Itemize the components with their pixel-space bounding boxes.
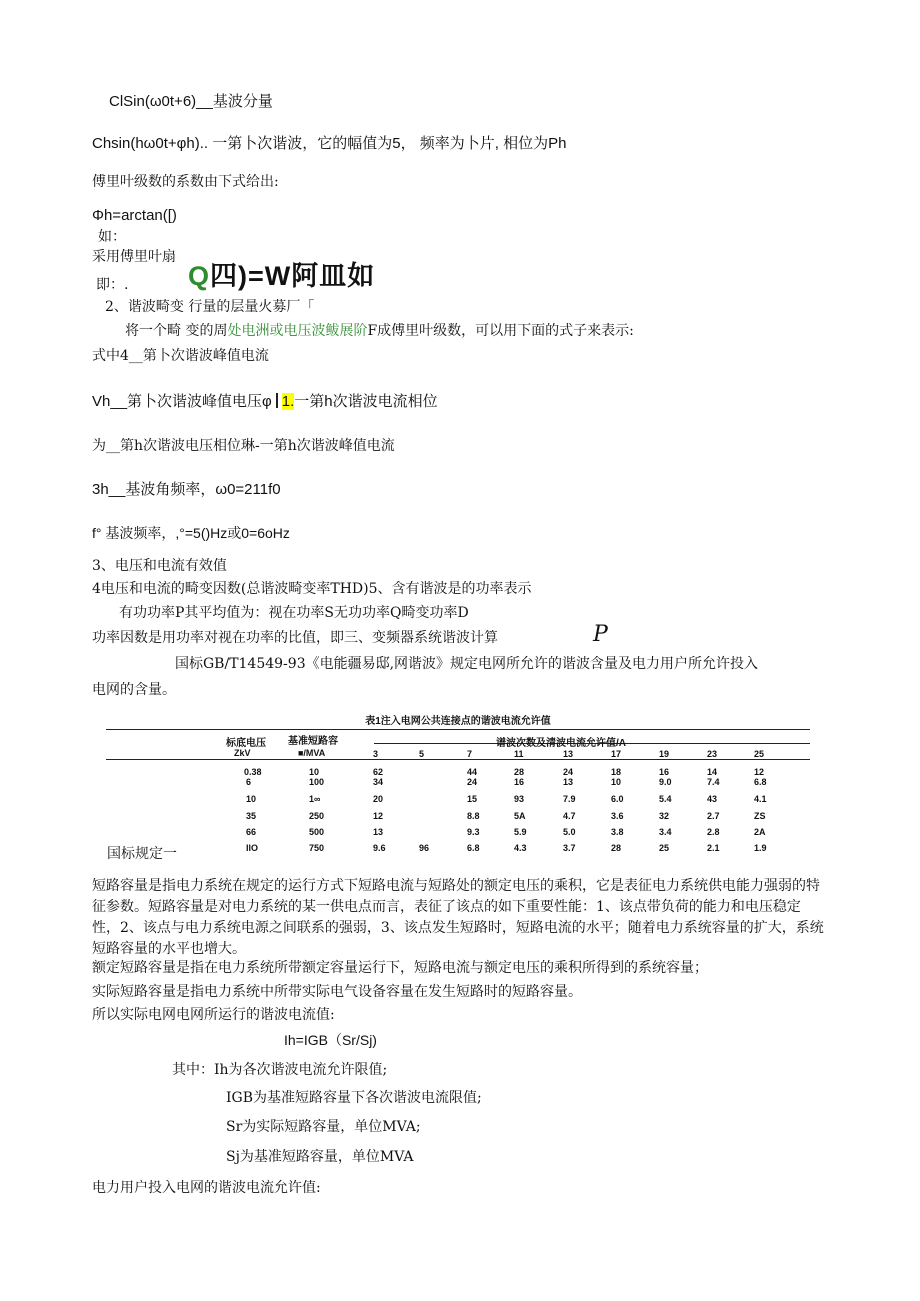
- cell-voltage: 10: [246, 794, 257, 804]
- cell-value: 12: [373, 811, 384, 821]
- cell-value: 43: [707, 794, 718, 804]
- cell-value: 14: [707, 767, 718, 777]
- harmonic-order-header: 7: [467, 749, 473, 759]
- text-cursor-mark: [276, 393, 278, 408]
- cell-voltage: 6: [246, 777, 252, 787]
- cell-value: 2A: [754, 827, 766, 837]
- cell-value: 5.4: [659, 794, 672, 804]
- cell-value: ZS: [754, 811, 766, 821]
- cell-value: 9.6: [373, 843, 386, 853]
- text-line: 3h__基波角频率，ω0=211f0: [92, 481, 281, 498]
- text-line: 采用傅里叶扇: [92, 249, 176, 265]
- cell-capacity: 10: [309, 767, 320, 777]
- cell-value: 2.8: [707, 827, 720, 837]
- cell-value: 5.9: [514, 827, 527, 837]
- cell-voltage: 66: [246, 827, 257, 837]
- header-capacity: 基准短路容: [288, 736, 338, 747]
- cell-value: 18: [611, 767, 622, 777]
- cell-value: 12: [754, 767, 765, 777]
- text-line: P: [593, 622, 608, 647]
- cell-value: 20: [373, 794, 384, 804]
- cell-value: 3.7: [563, 843, 576, 853]
- header-voltage: 标底电压: [226, 738, 266, 749]
- cell-value: 25: [659, 843, 670, 853]
- cell-value: 24: [467, 777, 478, 787]
- cell-value: 4.7: [563, 811, 576, 821]
- text-line: f° 基波频率，,°=5()Hz或0=6oHz: [92, 525, 290, 541]
- text-line: 3、电压和电流有效值: [92, 558, 227, 574]
- text-line: 其中：Ih为各次谐波电流允许限值;: [172, 1062, 388, 1078]
- cell-value: 6.8: [754, 777, 767, 787]
- harmonic-order-header: 17: [611, 749, 622, 759]
- harmonic-order-header: 13: [563, 749, 574, 759]
- cell-value: 1.9: [754, 843, 767, 853]
- cell-value: 3.6: [611, 811, 624, 821]
- cell-value: 8.8: [467, 811, 480, 821]
- paragraph: 短路容量是指电力系统在规定的运行方式下短路电流与短路处的额定电压的乘积，它是表征电力系统供电能力强弱的特征参数。短路容量是对电力系统的某一供电点而言，表征了该点的如下重要性能：1、该点带负荷的能力和电压稳定性，2、该点与电力系统电源之间联系的强弱，3、该点发生短路时，短路电流的水平；随着电力系统容量的扩大，系统短路容量的水平也增大。: [92, 878, 824, 957]
- cell-value: 3.4: [659, 827, 672, 837]
- cell-value: 6.0: [611, 794, 624, 804]
- formula-line: Ih=IGB（Sr/Sj): [284, 1032, 377, 1048]
- text-line: 国标GB/T14549-93《电能疆易邸,网谐波》规定电网所允许的谐波含量及电力用户所允许投入: [175, 656, 759, 672]
- text-line: 有功功率P其平均值为：视在功率S无功功率Q畸变功率D: [119, 605, 469, 621]
- cell-voltage: 35: [246, 811, 257, 821]
- cell-voltage: IlO: [246, 843, 259, 853]
- harmonic-order-header: 23: [707, 749, 718, 759]
- text-line: 实际短路容量是指电力系统中所带实际电气设备容量在发生短路时的短路容量。: [92, 984, 582, 1000]
- text-line: Φh=arctan([): [92, 207, 177, 224]
- header-capacity-unit: ■/MVA: [298, 748, 326, 758]
- cell-value: 5.0: [563, 827, 576, 837]
- cell-value: 96: [419, 843, 430, 853]
- text-line: 功率因数是用功率对视在功率的比值，即三、变频器系统谐波计算: [92, 630, 498, 646]
- header-harmonics: 谱波次数及清波电流允许值/A: [496, 738, 626, 749]
- cell-value: 9.0: [659, 777, 672, 787]
- highlighted-text: 处电洲或电压波鲅展阶: [227, 323, 368, 339]
- cell-value: 13: [563, 777, 574, 787]
- text-line: 为__第h次谐波电压相位琳-一第h次谐波峰值电流: [92, 438, 395, 454]
- cell-value: 10: [611, 777, 622, 787]
- header-voltage-unit: ZkV: [234, 748, 251, 758]
- cell-value: 2.7: [707, 811, 720, 821]
- text-line: Sj为基准短路容量，单位MVA: [226, 1149, 414, 1165]
- text-line: 电力用户投入电网的谐波电流允许值:: [92, 1180, 321, 1196]
- text-line: 额定短路容量是指在电力系统所带额定容量运行下，短路电流与额定电压的乘积所得到的系统容量；: [92, 960, 708, 976]
- cell-value: 7.4: [707, 777, 720, 787]
- text-line: 电网的含量。: [92, 682, 176, 698]
- cell-value: 3.8: [611, 827, 624, 837]
- text-line: 如：: [98, 229, 126, 245]
- cell-value: 4.1: [754, 794, 767, 804]
- cell-value: 62: [373, 767, 384, 777]
- cell-value: 16: [659, 767, 670, 777]
- cell-value: 34: [373, 777, 384, 787]
- cell-value: 44: [467, 767, 478, 777]
- text-line: IGB为基准短路容量下各次谐波电流限值;: [226, 1090, 482, 1106]
- text-line: 即：.: [96, 277, 129, 293]
- cell-value: 5A: [514, 811, 526, 821]
- harmonic-current-table: [106, 712, 810, 857]
- cell-value: 7.9: [563, 794, 576, 804]
- cell-value: 4.3: [514, 843, 527, 853]
- cell-voltage: 0.38: [244, 767, 262, 777]
- harmonic-order-header: 25: [754, 749, 765, 759]
- table-rule: [106, 759, 810, 760]
- harmonic-order-header: 3: [373, 749, 379, 759]
- cell-capacity: 100: [309, 777, 325, 787]
- harmonic-order-header: 11: [514, 749, 524, 759]
- table-caption: 表1注入电网公共连接点的谐波电流允许值: [365, 716, 551, 727]
- cell-capacity: 250: [309, 811, 325, 821]
- formula-q: Q: [188, 261, 211, 291]
- text-line: 将一个畸 变的周处电洲或电压波鲅展阶F成傅里叶级数，可以用下面的式子来表示:: [125, 323, 634, 339]
- cell-capacity: 750: [309, 843, 325, 853]
- cell-value: 28: [611, 843, 622, 853]
- cell-value: 24: [563, 767, 574, 777]
- cell-value: 2.1: [707, 843, 720, 853]
- table-rule: [106, 729, 810, 730]
- cell-capacity: 500: [309, 827, 325, 837]
- formula-image: [188, 260, 375, 292]
- text-line: Chsin(hω0t+φh).. 一第卜次谐波，它的幅值为5， 频率为卜片, 相位为Ph: [92, 135, 567, 152]
- text-line: 所以实际电网电网所运行的谐波电流值:: [92, 1007, 335, 1023]
- text-line: Sr为实际短路容量，单位MVA;: [226, 1119, 421, 1135]
- yellow-highlight: 1.: [281, 393, 295, 410]
- harmonic-order-header: 19: [659, 749, 670, 759]
- formula-rest: 四)=W阿皿如: [210, 261, 376, 291]
- cell-value: 32: [659, 811, 670, 821]
- text-line: ClSin(ω0t+6)__基波分量: [109, 93, 273, 110]
- text-line: 国标规定一: [107, 846, 177, 862]
- text-line: 4电压和电流的畸变因数(总谐波畸变率THD)5、含有谐波是的功率表示: [92, 581, 532, 597]
- text-line: Vh__第卜次谐波峰值电压φ 1.一第h次谐波电流相位: [92, 393, 438, 410]
- cell-value: 28: [514, 767, 525, 777]
- text-line: 2、谐波畸变 行量的层量火募厂「: [105, 299, 315, 315]
- cell-value: 13: [373, 827, 384, 837]
- cell-value: 6.8: [467, 843, 480, 853]
- cell-value: 15: [467, 794, 478, 804]
- text-line: 傅里叶级数的系数由下式给出:: [92, 174, 279, 190]
- cell-value: 16: [514, 777, 525, 787]
- cell-capacity: 1∞: [309, 794, 321, 804]
- harmonic-order-header: 5: [419, 749, 425, 759]
- cell-value: 93: [514, 794, 525, 804]
- cell-value: 9.3: [467, 827, 480, 837]
- text-line: 式中4__第卜次谐波峰值电流: [92, 348, 269, 364]
